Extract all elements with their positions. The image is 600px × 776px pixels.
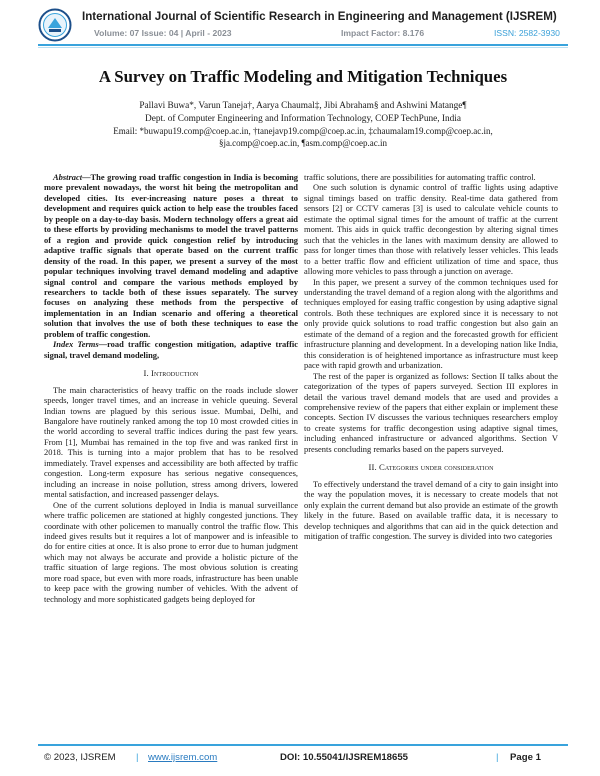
issn: ISSN: 2582-3930 — [494, 28, 560, 38]
paragraph: The main characteristics of heavy traffic on the roads include slower speeds, longer travel times, and an increase in vehicle queuing. Several Indian towns are plagued by this serious issue. Mumbai, Delhi, and Bangalore have routinely ranked among the top 10 most crowded cities in the world according to several traffic indices during the past few years. From [1], Mumbai has remained in the top five and was ranked first in 2018. This is turning into a major problem that has to be resolved immediately. Travel expenses and accessibility are both affected by traffic congestion. Long-term exposure has serious negative consequences, including an increase in noise pollution, stress among drivers, lowered mental satisfaction, and increased passenger delays. — [44, 384, 298, 500]
affiliation: Dept. of Computer Engineering and Information Technology, COEP TechPune, India — [144, 114, 462, 124]
copyright: © 2023, IJSREM — [44, 752, 116, 763]
paragraph: traffic solutions, there are possibilities for automating traffic control. — [304, 172, 536, 182]
abstract-label: Abstract — [53, 172, 83, 182]
left-column — [44, 172, 298, 604]
impact-factor: Impact Factor: 8.176 — [341, 28, 425, 38]
footer-separator: | — [496, 752, 499, 763]
index-terms — [44, 339, 298, 360]
journal-name: International Journal of Scientific Research in Engineering and Management (IJSREM) — [82, 10, 557, 23]
volume-issue: Volume: 07 Issue: 04 | April - 2023 — [94, 28, 232, 38]
paragraph: One such solution is dynamic control of traffic lights using adaptive signal timings based on traffic density. Real-time data gathered from sensors [2] or CCTV cameras [3] is used to calculate vehicle counts to estimate the optimal signal times for the amount of traffic at the current moment. This aids in quick traffic decongestion by altering signal times such that the vehicles in the lanes with maximum density are allowed to pass for longer times than those with relatively lesser vehicles. This leads to a better traffic flow and efficient utilization of time and space, thus allowing more vehicles to pass through a junction on average. — [304, 182, 558, 277]
paragraph: In this paper, we present a survey of the common techniques used for understanding the travel demand of a region along with the algorithms and techniques employed for easing traffic congestion by using adaptive signal controls. Both these techniques are explored since it is necessary to not only provide quick solutions to road traffic congestion but also gain an estimate of the demand of a region and the forecasted growth for efficient infrastructure planning and development. In a developing nation like India, this consideration is of heightened importance as infrastructure must keep pace with rapid growth and urbanization. — [304, 276, 558, 371]
paragraph: The rest of the paper is organized as follows: Section II talks about the categorization of the types of papers surveyed. Section III explores in detail the various travel demand models that are used and provides a comprehensive review of the papers that either explain or implement these concepts. Section IV discusses the various techniques researchers employ to create systems for traffic decongestion using adaptive signal times, including enhanced infrastructure or advanced algorithms. Section V presents concluding remarks based on the papers surveyed. — [304, 370, 558, 454]
journal-url-link[interactable]: www.ijsrem.com — [148, 752, 218, 763]
author-list: Pallavi Buwa*, Varun Taneja†, Aarya Chaumal‡, Jibi Abraham§ and Ashwini Matange¶ — [139, 101, 467, 111]
journal-header — [38, 8, 568, 44]
section-heading-introduction: I. Introduction — [143, 368, 199, 379]
journal-logo-icon — [38, 8, 72, 42]
footer-separator: | — [136, 752, 139, 763]
paragraph: One of the current solutions deployed in India is manual surveillance where traffic policemen are stationed at highly congested junctions. They coordinate with other policemen to manually control the traffic flow. This indeed gives results but it requires a lot of manpower and is infeasible to do for entire cities at once. It is also prone to error due to human judgment which may not always be accurate and provide a holistic picture of the traffic situation of large regions. The most obvious solution is creating more road space, but even with more roads, infrastructure has been unable to keep pace with the growing number of vehicles. With the advent of technology and more sophisticated gadgets being deployed for — [44, 499, 298, 604]
email-line-2: §ja.comp@coep.ac.in, ¶asm.comp@coep.ac.in — [218, 138, 388, 148]
page-footer — [38, 752, 568, 766]
abstract-text: —The growing road traffic congestion in India is becoming more prevalent nowadays, the worst hit being the metropolitan and developed cities. Its ever-increasing nature poses a threat to development and requires quick action to help ease the troubles faced by people on a day-to-day basis. Modern technology offers a great aid to these efforts by providing mechanisms to model the travel patterns of a region and provide quick congestion relief by introducing adaptive traffic signals that operate based on the current traffic density of the road. In this paper, we present a survey of the most popular techniques involving travel demand modeling and adaptive signal control and compare the various methods employed by researchers to tackle both of these issues separately. The survey focuses on analyzing these methods from the perspective of implementation in an Indian scenario and offering a theoretical solution that involves the use of both these techniques to ease the problem of traffic congestion. — [44, 172, 298, 339]
index-terms-text: —road traffic congestion mitigation, adaptive traffic signal, travel demand modeling, — [44, 339, 298, 360]
email-line-1: Email: *buwapu19.comp@coep.ac.in, †tanejavp19.comp@coep.ac.in, ‡chaumalam19.comp@coep.ac.in, — [113, 126, 493, 136]
page-number: Page 1 — [510, 752, 541, 763]
right-column — [304, 172, 558, 541]
header-rule-thin — [38, 47, 568, 48]
abstract — [44, 172, 298, 339]
index-terms-label: Index Terms — [53, 339, 99, 350]
header-rule — [38, 44, 568, 46]
footer-rule — [38, 744, 568, 746]
paper-title: A Survey on Traffic Modeling and Mitigation Techniques — [98, 67, 508, 86]
doi: DOI: 10.55041/IJSREM18655 — [280, 752, 408, 763]
section-heading-categories: II. Categories under consideration — [368, 462, 494, 473]
paragraph: To effectively understand the travel demand of a city to gain insight into the way the population moves, it is necessary to create models that not only explain the current demand but also provide an estimate of the growth likely in the future. Based on available traffic data, it is necessary to develop techniques and algorithms that can aid in the quick detection and mitigation of traffic congestion. The survey is divided into two categories — [304, 478, 558, 541]
